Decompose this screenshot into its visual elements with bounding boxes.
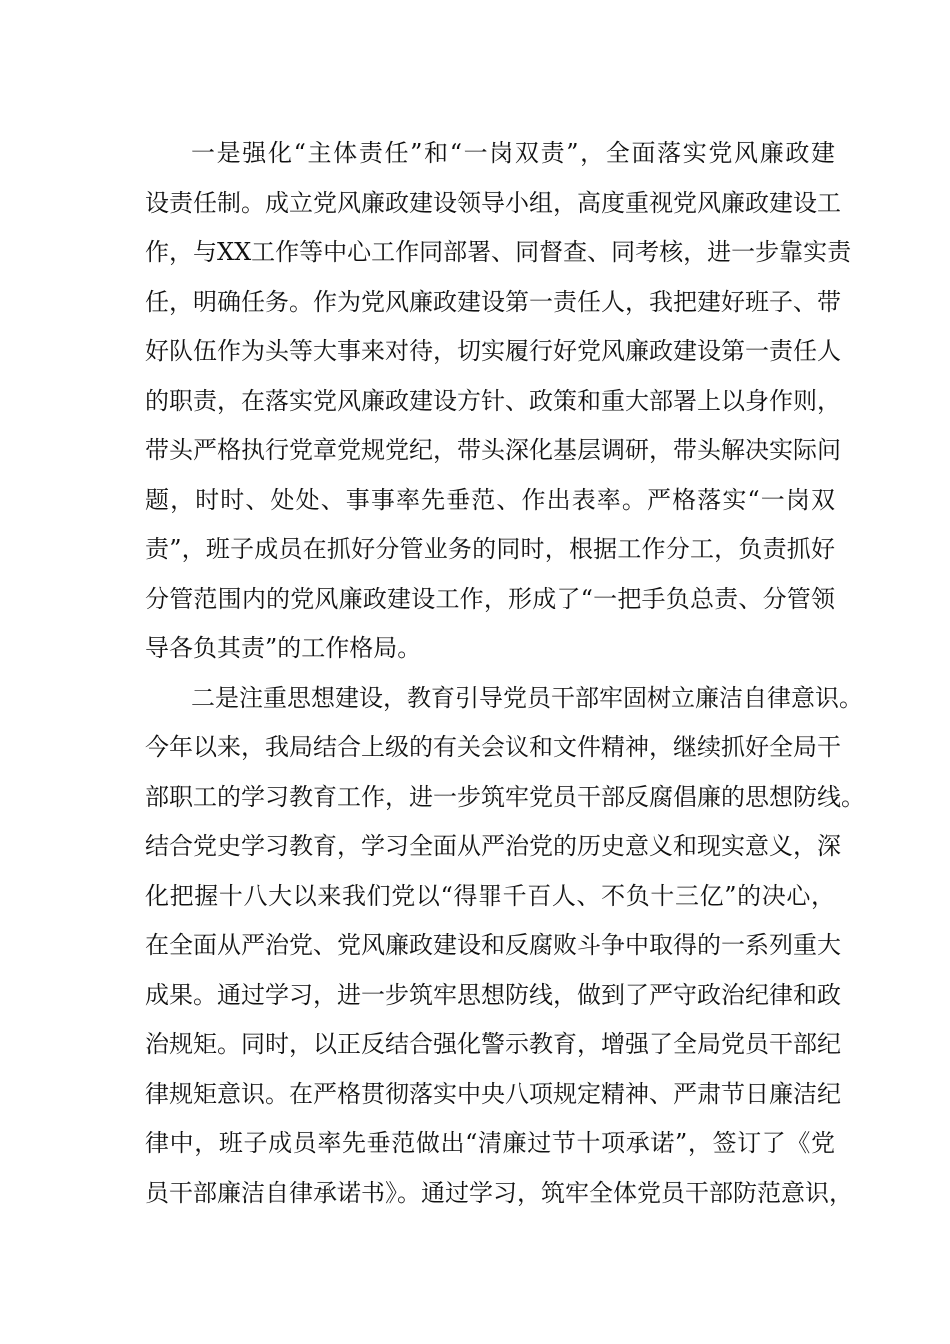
paragraph-2-line-9: 律规矩意识。在严格贯彻落实中央八项规定精神、严肃节日廉洁纪 (145, 1080, 841, 1108)
paragraph-2-line-11: 员干部廉洁自律承诺书》。通过学习，筑牢全体党员干部防范意识， (145, 1179, 853, 1207)
paragraph-2-line-3: 部职工的学习教育工作，进一步筑牢党员干部反腐倡廉的思想防线。 (145, 783, 865, 811)
paragraph-2-line-4: 结合党史学习教育，学习全面从严治党的历史意义和现实意义，深 (145, 832, 841, 860)
paragraph-1-line-4: 任，明确任务。作为党风廉政建设第一责任人，我把建好班子、带 (145, 288, 841, 316)
paragraph-1-line-7: 带头严格执行党章党规党纪，带头深化基层调研，带头解决实际问 (145, 436, 841, 464)
paragraph-1-line-2: 设责任制。成立党风廉政建设领导小组，高度重视党风廉政建设工 (145, 189, 841, 217)
paragraph-2-line-6: 在全面从严治党、党风廉政建设和反腐败斗争中取得的一系列重大 (145, 931, 841, 959)
paragraph-2-line-2: 今年以来，我局结合上级的有关会议和文件精神，继续抓好全局干 (145, 733, 841, 761)
paragraph-2-line-1: 二是注重思想建设，教育引导党员干部牢固树立廉洁自律意识。 (191, 684, 863, 712)
paragraph-1-line-10: 分管范围内的党风廉政建设工作，形成了“一把手负总责、分管领 (145, 585, 835, 613)
paragraph-1-line-6: 的职责，在落实党风廉政建设方针、政策和重大部署上以身作则， (145, 387, 841, 415)
paragraph-1-line-5: 好队伍作为头等大事来对待，切实履行好党风廉政建设第一责任人 (145, 337, 841, 365)
paragraph-1-line-8: 题，时时、处处、事事率先垂范、作出表率。严格落实“一岗双 (145, 486, 835, 514)
paragraph-2-line-10: 律中，班子成员率先垂范做出“清廉过节十项承诺”，签订了《党 (145, 1129, 835, 1157)
paragraph-1-line-1: 一是强化“主体责任”和“一岗双责”，全面落实党风廉政建 (191, 139, 835, 167)
paragraph-1-line-11: 导各负其责”的工作格局。 (145, 634, 422, 662)
paragraph-2-line-8: 治规矩。同时，以正反结合强化警示教育，增强了全局党员干部纪 (145, 1030, 841, 1058)
paragraph-2-line-5: 化把握十八大以来我们党以“得罪千百人、不负十三亿”的决心， (145, 882, 835, 910)
paragraph-1-line-9: 责”，班子成员在抓好分管业务的同时，根据工作分工，负责抓好 (145, 535, 835, 563)
paragraph-2-line-7: 成果。通过学习，进一步筑牢思想防线，做到了严守政治纪律和政 (145, 981, 841, 1009)
paragraph-1-line-3: 作，与XX工作等中心工作同部署、同督查、同考核，进一步靠实责 (145, 238, 852, 266)
